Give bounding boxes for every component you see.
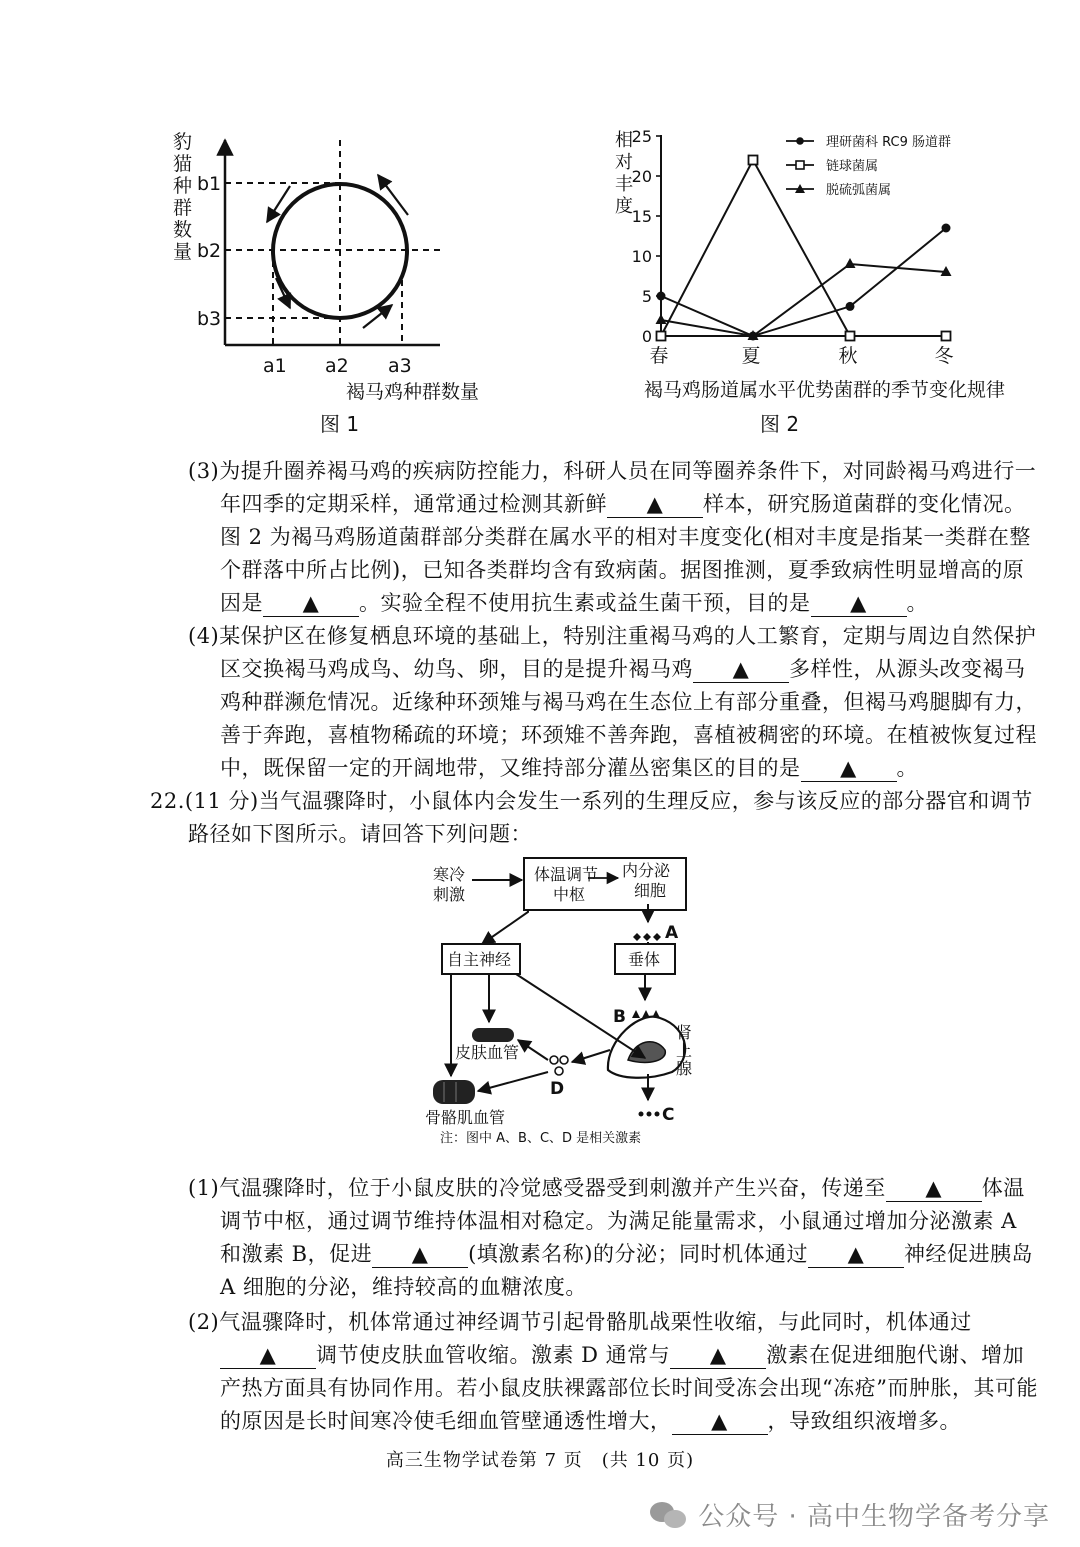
cold-label-line: 刺激 <box>433 885 466 904</box>
fig1-y-tick: b2 <box>197 240 222 262</box>
center-label-line: 体温调节 <box>534 865 599 884</box>
fig1-x-tick: a1 <box>263 355 287 377</box>
answer-blank[interactable]: ▲ <box>263 590 359 617</box>
y-tick-label: 15 <box>631 207 652 226</box>
q22-1-text: (填激素名称)的分泌；同时机体通过 <box>468 1242 808 1266</box>
q22-1-text: 体温调节中枢，通过调节维持体温相对稳定。为满足能量需求，小鼠通过增加分泌激素 A 和激素 B，促进 <box>220 1176 1025 1266</box>
fig1-caption: 图 1 <box>320 412 360 436</box>
adrenal-label-char: 腺 <box>676 1059 693 1078</box>
x-tick-label: 秋 <box>838 345 858 367</box>
q4-text: 多样性，从源头改变褐马鸡种群濒危情况。近缘种环颈雉与褐马鸡在生态位上有部分重叠，但褐马鸡腿脚有力，善于奔跑，喜植物稀疏的环境；环颈雉不善奔跑，喜植被稠密的环境。在植被恢复过程中，既保留一定的开阔地带，又维持部分灌丛密集区的目的是 <box>220 657 1037 780</box>
y-tick-label: 0 <box>641 327 652 346</box>
y-tick-label: 10 <box>631 247 652 266</box>
center-label-line: 中枢 <box>553 885 586 904</box>
x-tick-label: 春 <box>649 345 669 367</box>
muscle-vessel-icon <box>433 1080 475 1104</box>
fig1-y-tick: b1 <box>197 173 222 195</box>
watermark-text: 公众号 · 高中生物学备考分享 <box>698 1502 1050 1532</box>
answer-blank[interactable]: ▲ <box>808 1241 904 1268</box>
adrenal-label-char: 上 <box>676 1041 693 1060</box>
q22-1-text: 神经促进胰岛 A 细胞的分泌，维持较高的血糖浓度。 <box>220 1242 1033 1299</box>
q22-2-text: 调节使皮肤血管收缩。激素 D 通常与 <box>316 1343 671 1367</box>
answer-blank[interactable]: ▲ <box>886 1175 982 1202</box>
cold-label-line: 寒冷 <box>433 865 466 884</box>
q22-stem: 当气温骤降时，小鼠体内会发生一系列的生理反应，参与该反应的部分器官和调节路径如下图所示。请回答下列问题： <box>188 789 1033 846</box>
y-tick-label: 25 <box>631 127 652 146</box>
answer-blank[interactable]: ▲ <box>801 755 897 782</box>
fig2-y-char: 对 <box>615 152 633 173</box>
q22-2-text: 气温骤降时，机体常通过神经调节引起骨骼肌战栗性收缩，与此同时，机体通过 <box>219 1310 972 1334</box>
label-c: C <box>662 1105 675 1125</box>
question-22-2 <box>188 1306 1038 1438</box>
fig2-y-char: 相 <box>615 130 633 151</box>
skin-vessel-label: 皮肤血管 <box>455 1043 520 1062</box>
q4-text: 某保护区在修复栖息环境的基础上，特别注重褐马鸡的人工繁育，定期与周边自然保护区交换褐马鸡成鸟、幼鸟、卵，目的是提升褐马鸡 <box>219 624 1037 681</box>
pituitary-label: 垂体 <box>628 950 661 969</box>
wechat-icon <box>650 1500 690 1530</box>
watermark <box>650 1496 1050 1533</box>
answer-blank[interactable]: ▲ <box>693 656 789 683</box>
label-b: B <box>613 1007 626 1027</box>
fig2-y-char: 度 <box>615 196 633 217</box>
label-a: A <box>665 923 679 943</box>
hormone-c-dots <box>639 1112 660 1117</box>
y-tick-label: 5 <box>641 287 652 306</box>
q3-text: 为提升圈养褐马鸡的疾病防控能力，科研人员在同等圈养条件下，对同龄褐马鸡进行一年四季的定期采样，通常通过检测其新鲜 <box>219 459 1037 516</box>
y-tick-label: 20 <box>631 167 652 186</box>
q4-text: 。 <box>896 756 918 780</box>
legend-entry: 链球菌属 <box>826 159 879 174</box>
muscle-vessel-label: 骨骼肌血管 <box>425 1108 506 1127</box>
fig2-chart-title: 褐马鸡肠道属水平优势菌群的季节变化规律 <box>644 379 1006 401</box>
q22-2-text: 激素在促进细胞代谢、增加产热方面具有协同作用。若小鼠皮肤裸露部位长时间受冻会出现“冻疮”而肿胀，其可能的原因是长时间寒冷使毛细血管壁通透性增大， <box>220 1343 1038 1433</box>
adrenal-label-char: 肾 <box>676 1023 693 1042</box>
page-footer: 高三生物学试卷第 7 页 (共 10 页) <box>385 1450 695 1471</box>
adrenal-label <box>676 1023 692 1078</box>
skin-vessel-icon <box>472 1028 514 1042</box>
q22-score: (11 分) <box>184 789 259 813</box>
fig1-y-char: 豹 <box>173 131 193 153</box>
legend-entry: 脱硫弧菌属 <box>826 183 892 198</box>
fig1-x-label: 褐马鸡种群数量 <box>346 381 480 403</box>
fig1-x-tick: a2 <box>325 355 349 377</box>
q22-2-number: (2) <box>188 1310 220 1334</box>
label-d: D <box>550 1079 565 1099</box>
q22-1-number: (1) <box>188 1176 220 1200</box>
q4-number: (4) <box>188 624 220 648</box>
answer-blank[interactable]: ▲ <box>372 1241 468 1268</box>
autonomic-label: 自主神经 <box>447 950 512 969</box>
fig1-y-char: 数 <box>173 219 193 241</box>
diagram-note: 注：图中 A、B、C、D 是相关激素 <box>440 1131 642 1146</box>
hormone-d-circles <box>550 1056 568 1075</box>
q3-text: 样本，研究肠道菌群的变化情况。图 2 为褐马鸡肠道菌群部分类群在属水平的相对丰度变化(相对丰度是指某一类群在整个群落中所占比例)，已知各类群均含有致病菌。据图推测，夏季致病性明显增高的原因是 <box>220 492 1031 615</box>
fig1-y-char: 猫 <box>173 153 193 175</box>
fig1-y-char: 量 <box>173 241 193 263</box>
fig2-y-char: 丰 <box>615 174 633 195</box>
q22-2-text: ，导致组织液增多。 <box>767 1409 961 1433</box>
answer-blank[interactable]: ▲ <box>607 491 703 518</box>
hormone-a-dots <box>633 933 661 941</box>
q22-number: 22. <box>150 789 185 813</box>
fig1-y-char: 群 <box>173 197 193 219</box>
fig2-caption: 图 2 <box>760 412 800 436</box>
legend-entry: 理研菌科 RC9 肠道群 <box>826 135 951 150</box>
q3-number: (3) <box>188 459 220 483</box>
fig1-x-tick: a3 <box>388 355 412 377</box>
q22-1-text: 气温骤降时，位于小鼠皮肤的冷觉感受器受到刺激并产生兴奋，传递至 <box>219 1176 886 1200</box>
answer-blank[interactable]: ▲ <box>672 1408 768 1435</box>
q3-text: 。 <box>906 591 928 615</box>
cold-stimulus-label <box>433 865 465 904</box>
q3-text: 。实验全程不使用抗生素或益生菌干预，目的是 <box>359 591 811 615</box>
answer-blank[interactable]: ▲ <box>670 1342 766 1369</box>
endocrine-label-line: 细胞 <box>634 881 667 900</box>
endocrine-label-line: 内分泌 <box>622 861 671 880</box>
fig1-y-char: 种 <box>173 175 193 197</box>
x-tick-label: 冬 <box>934 345 954 367</box>
fig1-y-tick: b3 <box>197 308 222 330</box>
question-22-1 <box>188 1172 1038 1304</box>
x-tick-label: 夏 <box>741 345 761 367</box>
answer-blank[interactable]: ▲ <box>220 1342 316 1369</box>
answer-blank[interactable]: ▲ <box>811 590 907 617</box>
